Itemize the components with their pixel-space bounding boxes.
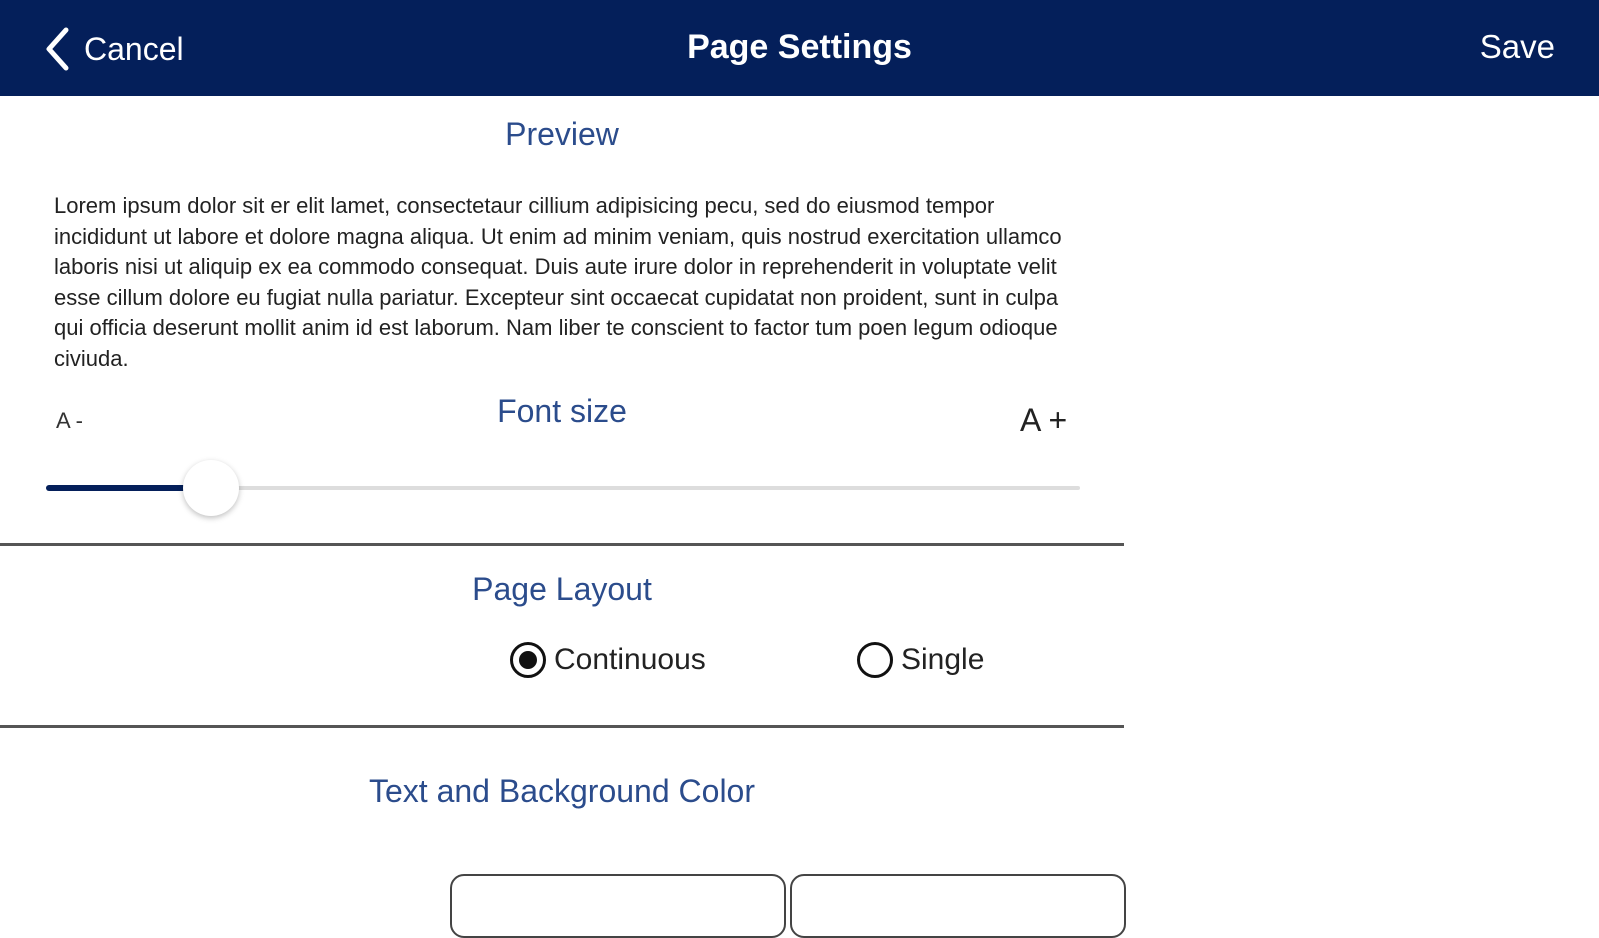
- radio-label-continuous: Continuous: [554, 643, 706, 676]
- radio-label-single: Single: [901, 643, 985, 676]
- font-size-title: Font size: [497, 393, 627, 429]
- radio-single[interactable]: [857, 642, 984, 678]
- color-option-button[interactable]: [790, 874, 1126, 938]
- decrease-font-size-button[interactable]: A -: [56, 408, 83, 433]
- radio-continuous[interactable]: [510, 642, 706, 678]
- page-layout-title: Page Layout: [472, 571, 652, 607]
- navigation-bar: [0, 0, 1599, 96]
- preview-text: Lorem ipsum dolor sit er elit lamet, consectetaur cillium adipisicing pecu, sed do eiusmod tempor incididunt ut labore et dolore magna aliqua. Ut enim ad minim veniam, quis nostrud exercitation ullamco laboris nisi ut aliquip ex ea commodo consequat. Duis aute irure dolor in reprehenderit in voluptate velit esse cillum dolore eu fugiat nulla pariatur. Excepteur sint occaecat cupidatat non proident, sunt in culpa qui officia deserunt mollit anim id est laborum. Nam liber te conscient to factor tum poen legum odioque civiuda.: [54, 193, 1062, 371]
- increase-font-size-button[interactable]: A +: [1020, 402, 1068, 438]
- preview-title: Preview: [505, 116, 619, 152]
- color-option-button[interactable]: [450, 874, 786, 938]
- slider-thumb[interactable]: [183, 460, 239, 516]
- divider: [0, 543, 1124, 546]
- font-size-slider[interactable]: [46, 468, 1080, 508]
- color-title: Text and Background Color: [369, 773, 755, 809]
- page-title: Page Settings: [687, 28, 912, 66]
- cancel-label: Cancel: [84, 30, 184, 67]
- divider: [0, 725, 1124, 728]
- radio-button-continuous[interactable]: [510, 642, 546, 678]
- radio-button-single[interactable]: [857, 642, 893, 678]
- save-button[interactable]: Save: [1479, 28, 1555, 65]
- settings-panel: [0, 96, 1124, 900]
